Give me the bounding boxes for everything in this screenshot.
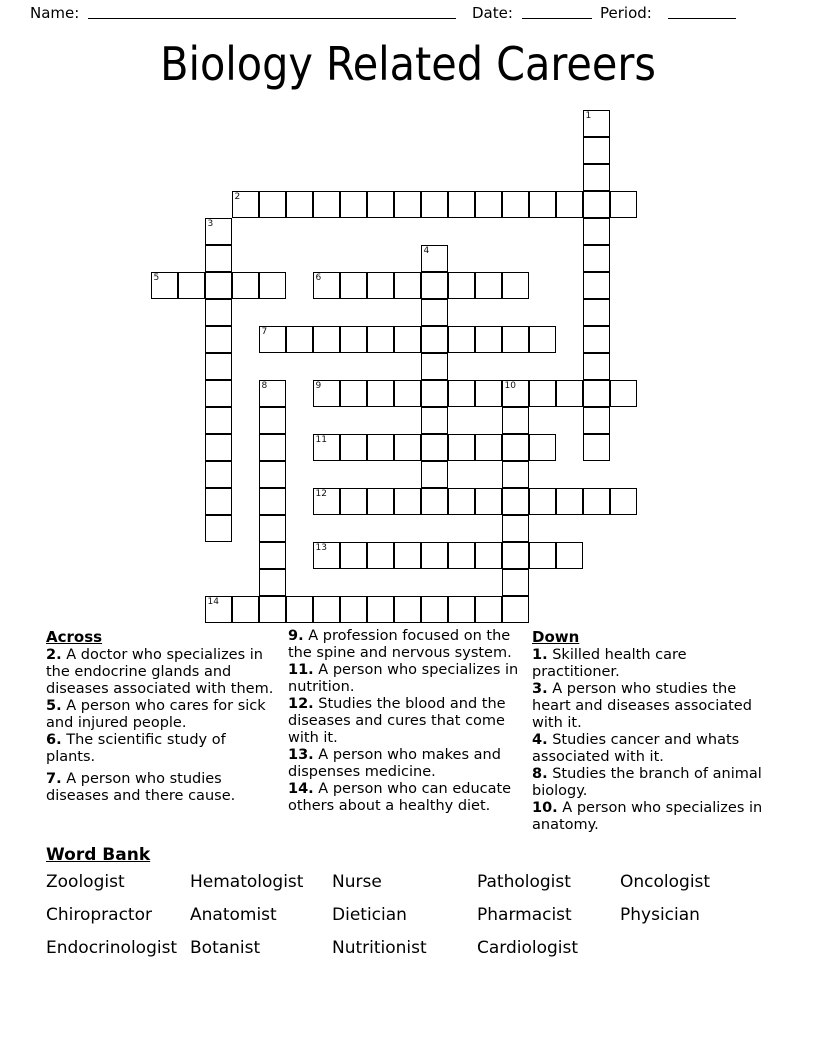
grid-cell[interactable] bbox=[313, 434, 340, 461]
grid-cell[interactable] bbox=[205, 326, 232, 353]
grid-cell[interactable] bbox=[259, 488, 286, 515]
grid-cell[interactable] bbox=[583, 137, 610, 164]
clue-text: Studies the blood and the diseases and cures that come with it. bbox=[288, 696, 506, 746]
name-label: Name: bbox=[30, 4, 80, 22]
grid-cell[interactable] bbox=[259, 434, 286, 461]
grid-cell[interactable] bbox=[448, 596, 475, 623]
grid-cell[interactable] bbox=[205, 407, 232, 434]
clue-text: Studies cancer and whats associated with it. bbox=[532, 732, 740, 765]
grid-cell[interactable] bbox=[205, 299, 232, 326]
grid-cell[interactable] bbox=[502, 434, 529, 461]
clue-number: 10. bbox=[532, 800, 558, 816]
grid-cell[interactable] bbox=[502, 380, 529, 407]
grid-cell-number: 1 bbox=[585, 111, 592, 121]
grid-cell[interactable] bbox=[367, 434, 394, 461]
grid-cell[interactable] bbox=[583, 407, 610, 434]
down-heading: Down bbox=[532, 628, 580, 646]
clue-text: Skilled health care practitioner. bbox=[532, 647, 687, 680]
grid-cell[interactable] bbox=[205, 380, 232, 407]
word-bank-item: Nutritionist bbox=[332, 938, 427, 958]
grid-cell[interactable] bbox=[583, 191, 610, 218]
clue-number: 9. bbox=[288, 628, 304, 644]
clue-text: Studies the branch of animal biology. bbox=[532, 766, 762, 799]
grid-cell[interactable] bbox=[340, 434, 367, 461]
grid-cell[interactable] bbox=[448, 434, 475, 461]
clue-across-2 bbox=[46, 647, 278, 698]
grid-cell[interactable] bbox=[367, 596, 394, 623]
grid-cell[interactable] bbox=[367, 272, 394, 299]
grid-cell[interactable] bbox=[475, 191, 502, 218]
grid-cell-number: 8 bbox=[261, 381, 268, 391]
grid-cell[interactable] bbox=[340, 542, 367, 569]
grid-cell[interactable] bbox=[340, 272, 367, 299]
grid-cell[interactable] bbox=[421, 272, 448, 299]
grid-cell[interactable] bbox=[178, 272, 205, 299]
grid-cell[interactable] bbox=[448, 272, 475, 299]
grid-cell-number: 10 bbox=[504, 381, 516, 391]
grid-cell-number: 7 bbox=[261, 327, 268, 337]
grid-cell[interactable] bbox=[448, 191, 475, 218]
grid-cell[interactable] bbox=[205, 245, 232, 272]
clue-across-9 bbox=[288, 628, 524, 662]
grid-cell[interactable] bbox=[259, 407, 286, 434]
grid-cell[interactable] bbox=[448, 542, 475, 569]
grid-cell-number: 6 bbox=[315, 273, 322, 283]
word-bank-item: Chiropractor bbox=[46, 905, 152, 925]
grid-cell[interactable] bbox=[340, 191, 367, 218]
grid-cell[interactable] bbox=[367, 542, 394, 569]
grid-cell[interactable] bbox=[502, 272, 529, 299]
word-bank-item: Pharmacist bbox=[477, 905, 572, 925]
grid-cell[interactable] bbox=[475, 542, 502, 569]
grid-cell[interactable] bbox=[502, 515, 529, 542]
grid-cell[interactable] bbox=[502, 569, 529, 596]
grid-cell[interactable] bbox=[421, 542, 448, 569]
grid-cell[interactable] bbox=[232, 272, 259, 299]
grid-cell[interactable] bbox=[448, 488, 475, 515]
grid-cell[interactable] bbox=[529, 542, 556, 569]
grid-cell[interactable] bbox=[502, 191, 529, 218]
clue-text: A person who cares for sick and injured people. bbox=[46, 698, 266, 731]
grid-cell[interactable] bbox=[610, 488, 637, 515]
grid-cell[interactable] bbox=[502, 461, 529, 488]
grid-cell[interactable] bbox=[583, 488, 610, 515]
clue-number: 3. bbox=[532, 681, 548, 697]
grid-cell[interactable] bbox=[259, 380, 286, 407]
clue-number: 14. bbox=[288, 781, 314, 797]
clue-text: A person who studies the heart and diseases associated with it. bbox=[532, 681, 752, 731]
clues-section bbox=[46, 628, 776, 833]
grid-cell[interactable] bbox=[583, 218, 610, 245]
grid-cell[interactable] bbox=[421, 461, 448, 488]
grid-cell[interactable] bbox=[421, 488, 448, 515]
clue-down-1 bbox=[532, 647, 776, 681]
word-bank-item: Dietician bbox=[332, 905, 407, 925]
grid-cell[interactable] bbox=[583, 326, 610, 353]
grid-cell-number: 12 bbox=[315, 489, 327, 499]
clue-number: 13. bbox=[288, 747, 314, 763]
word-bank-item: Physician bbox=[620, 905, 700, 925]
grid-cell[interactable] bbox=[340, 596, 367, 623]
grid-cell[interactable] bbox=[421, 407, 448, 434]
grid-cell[interactable] bbox=[610, 380, 637, 407]
word-bank-item: Botanist bbox=[190, 938, 261, 958]
grid-cell[interactable] bbox=[421, 326, 448, 353]
word-bank-list bbox=[46, 871, 786, 959]
grid-cell[interactable] bbox=[394, 326, 421, 353]
grid-cell[interactable] bbox=[475, 272, 502, 299]
clues-column-3 bbox=[532, 628, 776, 834]
word-bank-item: Zoologist bbox=[46, 872, 125, 892]
grid-cell[interactable] bbox=[421, 353, 448, 380]
grid-cell-number: 3 bbox=[207, 219, 214, 229]
grid-cell[interactable] bbox=[232, 191, 259, 218]
grid-cell[interactable] bbox=[556, 380, 583, 407]
clue-text: A doctor who specializes in the endocrine glands and diseases associated with them. bbox=[46, 647, 274, 697]
grid-cell[interactable] bbox=[259, 569, 286, 596]
grid-cell[interactable] bbox=[529, 488, 556, 515]
grid-cell[interactable] bbox=[421, 245, 448, 272]
grid-cell[interactable] bbox=[529, 380, 556, 407]
clue-down-4 bbox=[532, 732, 776, 766]
clue-number: 1. bbox=[532, 647, 548, 663]
grid-cell[interactable] bbox=[610, 191, 637, 218]
clue-across-6 bbox=[46, 732, 278, 766]
grid-cell[interactable] bbox=[286, 326, 313, 353]
grid-cell[interactable] bbox=[556, 542, 583, 569]
word-bank-section bbox=[46, 845, 786, 959]
clue-number: 12. bbox=[288, 696, 314, 712]
grid-cell[interactable] bbox=[583, 434, 610, 461]
grid-cell[interactable] bbox=[313, 542, 340, 569]
grid-cell[interactable] bbox=[340, 380, 367, 407]
clue-text: A person who specializes in anatomy. bbox=[532, 800, 763, 833]
word-bank-item: Hematologist bbox=[190, 872, 304, 892]
clue-down-3 bbox=[532, 681, 776, 732]
grid-cell[interactable] bbox=[313, 488, 340, 515]
grid-cell[interactable] bbox=[583, 353, 610, 380]
grid-cell[interactable] bbox=[313, 191, 340, 218]
clue-text: A person who makes and dispenses medicine. bbox=[288, 747, 501, 780]
grid-cell[interactable] bbox=[367, 380, 394, 407]
word-bank-item: Anatomist bbox=[190, 905, 277, 925]
grid-cell-number: 9 bbox=[315, 381, 322, 391]
grid-cell[interactable] bbox=[475, 326, 502, 353]
grid-cell[interactable] bbox=[556, 191, 583, 218]
clue-across-5 bbox=[46, 698, 278, 732]
grid-cell-number: 4 bbox=[423, 246, 430, 256]
word-bank-item: Nurse bbox=[332, 872, 382, 892]
grid-cell[interactable] bbox=[259, 326, 286, 353]
grid-cell[interactable] bbox=[421, 434, 448, 461]
grid-cell[interactable] bbox=[448, 380, 475, 407]
grid-cell[interactable] bbox=[583, 110, 610, 137]
grid-cell[interactable] bbox=[421, 596, 448, 623]
word-bank-item: Oncologist bbox=[620, 872, 711, 892]
grid-cell[interactable] bbox=[286, 191, 313, 218]
period-label: Period: bbox=[600, 4, 652, 22]
grid-cell[interactable] bbox=[448, 326, 475, 353]
grid-cell[interactable] bbox=[205, 434, 232, 461]
grid-cell-number: 13 bbox=[315, 543, 327, 553]
clues-column-2 bbox=[288, 628, 524, 815]
clue-number: 11. bbox=[288, 662, 314, 678]
clue-text: The scientific study of plants. bbox=[46, 732, 226, 765]
clue-number: 8. bbox=[532, 766, 548, 782]
clue-across-12 bbox=[288, 696, 524, 747]
clue-text: A person who studies diseases and there cause. bbox=[46, 771, 236, 804]
word-bank-heading: Word Bank bbox=[46, 845, 151, 865]
grid-cell[interactable] bbox=[583, 299, 610, 326]
grid-cell[interactable] bbox=[556, 488, 583, 515]
grid-cell[interactable] bbox=[583, 272, 610, 299]
clue-down-8 bbox=[532, 766, 776, 800]
grid-cell[interactable] bbox=[421, 191, 448, 218]
grid-cell[interactable] bbox=[259, 515, 286, 542]
clue-text: A person who can educate others about a healthy diet. bbox=[288, 781, 512, 814]
clue-number: 4. bbox=[532, 732, 548, 748]
grid-cell[interactable] bbox=[475, 380, 502, 407]
word-bank-item: Cardiologist bbox=[477, 938, 579, 958]
grid-cell[interactable] bbox=[502, 407, 529, 434]
grid-cell[interactable] bbox=[583, 245, 610, 272]
grid-cell[interactable] bbox=[529, 434, 556, 461]
grid-cell[interactable] bbox=[475, 434, 502, 461]
grid-cell[interactable] bbox=[583, 380, 610, 407]
clue-text: A person who specializes in nutrition. bbox=[288, 662, 519, 695]
clue-down-10 bbox=[532, 800, 776, 834]
grid-cell[interactable] bbox=[529, 191, 556, 218]
grid-cell[interactable] bbox=[151, 272, 178, 299]
word-bank-item bbox=[620, 937, 760, 959]
grid-cell[interactable] bbox=[394, 542, 421, 569]
grid-cell[interactable] bbox=[340, 326, 367, 353]
clue-number: 5. bbox=[46, 698, 62, 714]
grid-cell[interactable] bbox=[367, 488, 394, 515]
grid-cell[interactable] bbox=[205, 353, 232, 380]
clue-across-13 bbox=[288, 747, 524, 781]
grid-cell[interactable] bbox=[502, 542, 529, 569]
page-title: Biology Related Careers bbox=[160, 37, 656, 91]
grid-cell[interactable] bbox=[421, 299, 448, 326]
grid-cell[interactable] bbox=[232, 596, 259, 623]
grid-cell-number: 5 bbox=[153, 273, 160, 283]
grid-cell-number: 14 bbox=[207, 597, 219, 607]
grid-cell[interactable] bbox=[502, 326, 529, 353]
grid-cell[interactable] bbox=[394, 191, 421, 218]
grid-cell[interactable] bbox=[313, 596, 340, 623]
grid-cell[interactable] bbox=[259, 596, 286, 623]
grid-cell[interactable] bbox=[421, 380, 448, 407]
grid-cell[interactable] bbox=[259, 191, 286, 218]
word-bank-item: Pathologist bbox=[477, 872, 571, 892]
grid-cell[interactable] bbox=[340, 488, 367, 515]
grid-cell[interactable] bbox=[205, 272, 232, 299]
grid-cell[interactable] bbox=[394, 488, 421, 515]
grid-cell[interactable] bbox=[313, 380, 340, 407]
grid-cell[interactable] bbox=[205, 488, 232, 515]
grid-cell[interactable] bbox=[394, 380, 421, 407]
grid-cell[interactable] bbox=[475, 596, 502, 623]
grid-cell[interactable] bbox=[286, 596, 313, 623]
clue-number: 2. bbox=[46, 647, 62, 663]
grid-cell[interactable] bbox=[394, 596, 421, 623]
clue-across-7 bbox=[46, 771, 278, 805]
grid-cell[interactable] bbox=[367, 191, 394, 218]
grid-cell[interactable] bbox=[583, 164, 610, 191]
grid-cell-number: 2 bbox=[234, 192, 241, 202]
grid-cell[interactable] bbox=[529, 326, 556, 353]
grid-cell[interactable] bbox=[313, 272, 340, 299]
clue-number: 7. bbox=[46, 771, 62, 787]
date-label: Date: bbox=[472, 4, 513, 22]
grid-cell[interactable] bbox=[259, 461, 286, 488]
grid-cell[interactable] bbox=[394, 272, 421, 299]
clue-across-14 bbox=[288, 781, 524, 815]
grid-cell[interactable] bbox=[205, 461, 232, 488]
grid-cell[interactable] bbox=[367, 326, 394, 353]
grid-cell[interactable] bbox=[205, 515, 232, 542]
clues-column-1 bbox=[46, 628, 278, 805]
clue-text: A profession focused on the the spine and nervous system. bbox=[288, 628, 512, 661]
grid-cell[interactable] bbox=[475, 488, 502, 515]
word-bank-item: Endocrinologist bbox=[46, 938, 178, 958]
grid-cell-number: 11 bbox=[315, 435, 327, 445]
clue-number: 6. bbox=[46, 732, 62, 748]
grid-cell[interactable] bbox=[259, 542, 286, 569]
grid-cell[interactable] bbox=[313, 326, 340, 353]
grid-cell[interactable] bbox=[259, 272, 286, 299]
across-heading: Across bbox=[46, 628, 103, 646]
grid-cell[interactable] bbox=[502, 488, 529, 515]
grid-cell[interactable] bbox=[205, 218, 232, 245]
grid-cell[interactable] bbox=[502, 596, 529, 623]
grid-cell[interactable] bbox=[205, 596, 232, 623]
grid-cell[interactable] bbox=[394, 434, 421, 461]
clue-across-11 bbox=[288, 662, 524, 696]
